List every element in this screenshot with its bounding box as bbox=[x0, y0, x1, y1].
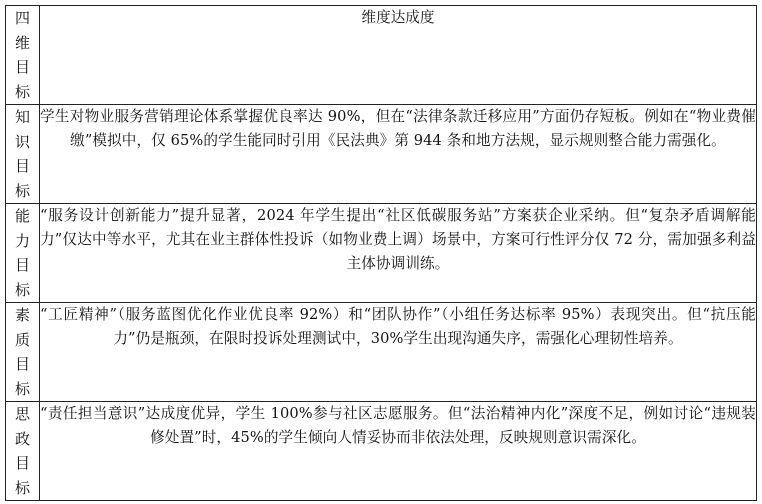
label-char: 目 bbox=[14, 58, 30, 76]
label-char: 能 bbox=[14, 207, 30, 225]
label-char: 标 bbox=[14, 82, 30, 101]
label-char: 目 bbox=[14, 256, 30, 274]
label-char: 目 bbox=[14, 454, 30, 472]
label-char: 标 bbox=[14, 379, 30, 398]
label-char: 素 bbox=[14, 306, 30, 324]
label-char: 标 bbox=[14, 181, 30, 200]
label-char: 知 bbox=[14, 108, 30, 126]
table-row bbox=[6, 204, 757, 303]
label-char: 维 bbox=[14, 33, 30, 52]
row-text-knowledge: 学生对物业服务营销理论体系掌握优良率达 90%，但在“法律条款迁移应用”方面仍存短板。例如在“物业费催缴”模拟中，仅 65%的学生能同时引用《民法典》第 944 条和地方法规，显示规则整合能力需强化。 bbox=[40, 105, 757, 204]
label-char: 思 bbox=[14, 405, 30, 423]
label-char: 标 bbox=[14, 280, 30, 299]
label-char: 四 bbox=[14, 9, 30, 27]
row-label-knowledge bbox=[6, 105, 39, 203]
row-label-cell bbox=[6, 303, 40, 402]
header-title: 维度达成度 bbox=[361, 9, 435, 26]
label-char: 目 bbox=[14, 355, 30, 373]
dimension-achievement-table bbox=[5, 5, 757, 501]
header-label-cell bbox=[6, 6, 40, 105]
table-header-row bbox=[6, 6, 757, 105]
row-label-quality bbox=[6, 303, 39, 401]
row-text-quality: “工匠精神”（服务蓝图优化作业优良率 92%）和“团队协作”（小组任务达标率 95%）表现突出。但“抗压能力”仍是瓶颈，在限时投诉处理测试中，30%学生出现沟通失序，需强化心理韧性培养。 bbox=[40, 303, 757, 402]
row-text-ability: “服务设计创新能力”提升显著，2024 年学生提出“社区低碳服务站”方案获企业采纳。但“复杂矛盾调解能力”仅达中等水平，尤其在业主群体性投诉（如物业费上调）场景中，方案可行性评分仅 72 分，需加强多利益主体协调训练。 bbox=[40, 204, 757, 303]
table-row bbox=[6, 105, 757, 204]
table-row bbox=[6, 402, 757, 501]
header-title-cell bbox=[40, 6, 757, 105]
row-text-ideology: “责任担当意识”达成度优异，学生 100%参与社区志愿服务。但“法治精神内化”深度不足，例如讨论“违规装修处置”时，45%的学生倾向人情妥协而非依法处理，反映规则意识需深化。 bbox=[40, 402, 757, 501]
label-char: 质 bbox=[14, 330, 30, 349]
label-char: 力 bbox=[14, 231, 30, 250]
label-char: 识 bbox=[14, 132, 30, 151]
row-label-cell bbox=[6, 402, 40, 501]
table-row bbox=[6, 303, 757, 402]
row-label-cell bbox=[6, 105, 40, 204]
header-label bbox=[6, 6, 39, 104]
row-label-cell bbox=[6, 204, 40, 303]
row-label-ability bbox=[6, 204, 39, 302]
label-char: 目 bbox=[14, 157, 30, 175]
label-char: 政 bbox=[14, 429, 30, 448]
row-label-ideology bbox=[6, 402, 39, 500]
label-char: 标 bbox=[14, 478, 30, 497]
